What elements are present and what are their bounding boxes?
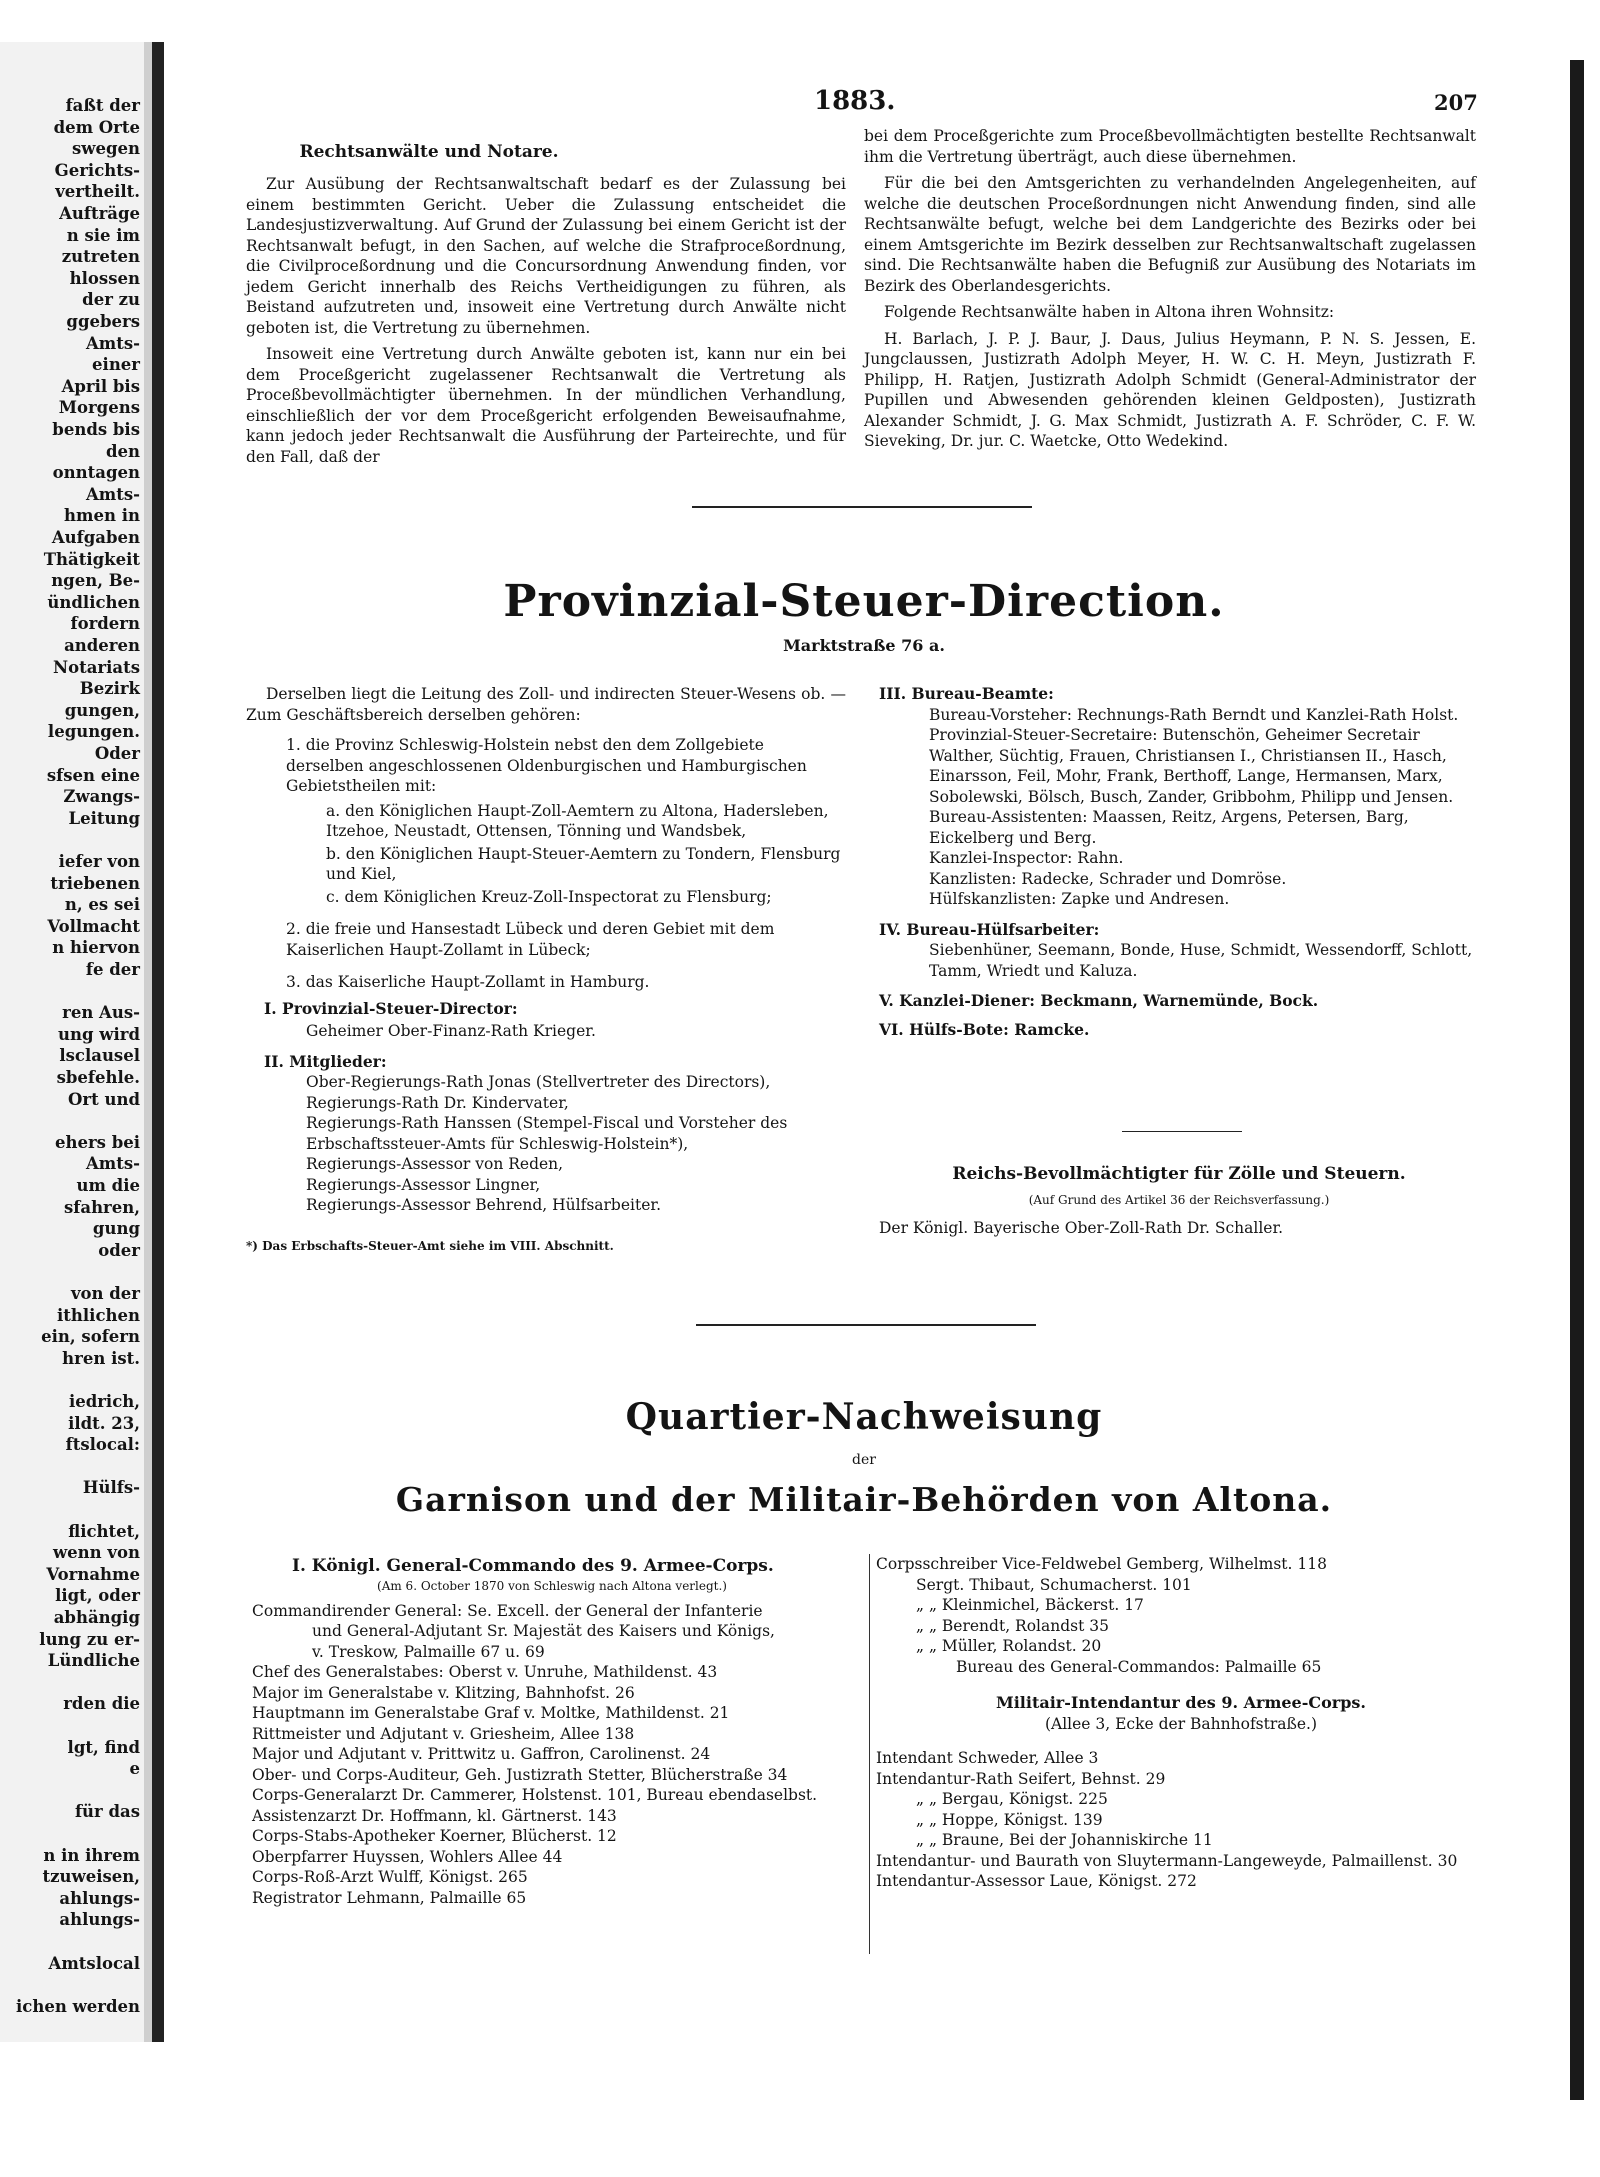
member: Ober-Regierungs-Rath Jonas (Stellvertreter des Directors), [306, 1073, 771, 1091]
member: Regierungs-Rath Dr. Kindervater, [306, 1093, 569, 1112]
director-heading: I. Provinzial-Steuer-Director: [264, 998, 518, 1018]
list-item: a. den Königlichen Haupt-Zoll-Aemtern zu Altona, Hadersleben, Itzehoe, Neustadt, Ottensen, Tönning und Wandsbek, [326, 801, 829, 840]
member: Regierungs-Assessor Lingner, [306, 1175, 541, 1194]
adjacent-text-fragment: flichtet, [68, 1521, 140, 1541]
adjacent-text-fragment: ildt. 23, [68, 1413, 140, 1433]
page-fold-shadow [144, 42, 152, 2042]
adjacent-text-fragment: Notariats [53, 657, 140, 677]
adjacent-text-fragment: der zu [82, 290, 140, 310]
adjacent-text-fragment: Vornahme [46, 1564, 140, 1584]
column-divider [869, 1554, 870, 1954]
reich-note: (Auf Grund des Artikel 36 der Reichsverfassung.) [1028, 1193, 1330, 1207]
paragraph: Zur Ausübung der Rechtsanwaltschaft bedarf es der Zulassung bei einem bestimmten Gericht. Ueber die Zulassung entscheidet die Landesjustizverwaltung. Auf Grund der Zulassung bei einem Gericht ist der Rechtsanwalt befugt, in den Sachen, auf welche die Strafproceßordnung, die Civilproceßordnung und die Concursordnung Anwendung finden, vor jedem Gericht innerhalb des Reichs Vertheidigungen zu führen, als Beistand aufzutreten und, insoweit eine Vertretung durch Anwälte nicht geboten ist, die Vertretung zu übernehmen. [246, 175, 846, 337]
adjacent-page [0, 42, 152, 2042]
adjacent-text-fragment: n, es sei [64, 895, 140, 915]
divider [1122, 1131, 1242, 1132]
entry-line: Rittmeister und Adjutant v. Griesheim, Allee 138 [252, 1724, 635, 1743]
adjacent-text-fragment: ligt, oder [55, 1586, 140, 1606]
adjacent-text-fragment: faßt der [65, 96, 140, 115]
section-title-steuer-direction: Provinzial-Steuer-Direction. [503, 576, 1225, 627]
list-item: b. den Königlichen Haupt-Steuer-Aemtern zu Tondern, Flensburg und Kiel, [326, 844, 841, 883]
adjacent-text-fragment: sbefehle. [56, 1068, 140, 1087]
staff-entry: Kanzlisten: Radecke, Schrader und Domröse. [929, 869, 1287, 888]
adjacent-text-fragment: iedrich, [68, 1392, 140, 1411]
reich-heading: Reichs-Bevollmächtigter für Zölle und Steuern. [952, 1164, 1406, 1184]
entry-line: Intendantur-Assessor Laue, Königst. 272 [876, 1872, 1197, 1890]
adjacent-text-fragment: triebenen [50, 873, 140, 893]
adjacent-text-fragment: n in ihrem [43, 1845, 140, 1865]
entry-line: Corps-Generalarzt Dr. Cammerer, Holstenst. 101, Bureau ebendaselbst. [252, 1786, 818, 1804]
corps-staff-entries [876, 1554, 1486, 1677]
intendantur-note: (Allee 3, Ecke der Bahnhofstraße.) [1044, 1714, 1318, 1733]
adjacent-text-fragment: ündlichen [47, 592, 140, 612]
adjacent-text-fragment: iefer von [58, 852, 140, 871]
entry-line: Registrator Lehmann, Palmaille 65 [252, 1888, 527, 1907]
intendantur-heading: Militair-Intendantur des 9. Armee-Corps. [996, 1693, 1366, 1712]
list-item: 2. die freie und Hansestadt Lübeck und deren Gebiet mit dem Kaiserlichen Haupt-Zollamt in Lübeck; [286, 920, 775, 959]
huelfs-bote: VI. Hülfs-Bote: Ramcke. [879, 1019, 1090, 1039]
adjacent-text-fragment: Lündliche [47, 1651, 140, 1671]
adjacent-text-fragment: ahlungs- [59, 1888, 140, 1908]
adjacent-text-fragment: Vollmacht [47, 916, 140, 936]
adjacent-text-fragment: tzuweisen, [42, 1867, 140, 1887]
entry-line: Assistenzarzt Dr. Hoffmann, kl. Gärtnerst. 143 [252, 1806, 617, 1825]
adjacent-text-fragment: legungen. [47, 722, 140, 742]
quartier-left-column [252, 1556, 852, 1908]
steuer-left-column [246, 684, 846, 1216]
section-heading-rechtsanwaelte: Rechtsanwälte und Notare. [299, 142, 559, 162]
entry-line: Major im Generalstabe v. Klitzing, Bahnhofst. 26 [252, 1683, 635, 1702]
adjacent-text-fragment: anderen [64, 636, 140, 655]
entry-line: Corpsschreiber Vice-Feldwebel Gemberg, Wilhelmst. 118 [876, 1555, 1327, 1573]
adjacent-text-fragment: zutreten [61, 247, 140, 267]
adjacent-text-fragment: ithlichen [57, 1305, 140, 1325]
entry-line: „ „ Braune, Bei der Johanniskirche 11 [916, 1831, 1213, 1849]
entry-line: v. Treskow, Palmaille 67 u. 69 [312, 1642, 545, 1661]
reich-name: Der Königl. Bayerische Ober-Zoll-Rath Dr. Schaller. [879, 1219, 1284, 1237]
adjacent-text-fragment: sfahren, [63, 1197, 140, 1217]
corps-entries [252, 1601, 852, 1909]
hilfsarbeiter-heading: IV. Bureau-Hülfsarbeiter: [879, 919, 1100, 939]
adjacent-text-fragment: ftslocal: [65, 1435, 140, 1455]
adjacent-text-fragment: Ort und [68, 1089, 140, 1109]
adjacent-text-fragment: abhängig [53, 1608, 140, 1627]
adjacent-text-fragment: Gerichts- [54, 160, 140, 180]
entry-line: und General-Adjutant Sr. Majestät des Kaisers und Königs, [312, 1622, 775, 1640]
footnote: *) Das Erbschafts-Steuer-Amt siehe im VIII. Abschnitt. [246, 1239, 614, 1253]
rechtsanwaelte-left-column [246, 174, 846, 467]
entry-line: Intendantur-Rath Seifert, Behnst. 29 [876, 1769, 1166, 1788]
adjacent-text-fragment: Morgens [58, 398, 140, 418]
adjacent-text-fragment: Amtslocal [48, 1953, 140, 1973]
adjacent-text-fragment: Leitung [68, 808, 140, 828]
adjacent-text-fragment: dem Orte [53, 117, 140, 137]
adjacent-text-fragment: Bezirk [79, 679, 140, 699]
member: Regierungs-Rath Hanssen (Stempel-Fiscal und Vorsteher des Erbschaftssteuer-Amts für Schleswig-Holstein*), [306, 1114, 788, 1153]
entry-line: „ „ Hoppe, Königst. 139 [916, 1810, 1103, 1829]
entry-line: „ „ Müller, Rolandst. 20 [916, 1637, 1102, 1655]
adjacent-text-fragment: Amts- [85, 1154, 140, 1174]
adjacent-text-fragment: Amts- [85, 484, 140, 504]
adjacent-text-fragment: ren Aus- [62, 1003, 140, 1023]
adjacent-text-fragment: Oder [94, 744, 140, 763]
adjacent-text-fragment: ichen werden [16, 1996, 140, 2016]
adjacent-text-fragment: Aufgaben [51, 528, 140, 547]
bureau-heading: III. Bureau-Beamte: [879, 684, 1054, 703]
adjacent-text-fragment: ein, sofern [41, 1327, 140, 1347]
adjacent-text-fragment: ngen, Be- [51, 571, 140, 591]
page-edge [1570, 60, 1584, 2100]
intro-paragraph: Derselben liegt die Leitung des Zoll- und indirecten Steuer-Wesens ob. — Zum Geschäftsbereich derselben gehören: [246, 685, 846, 724]
adjacent-text-fragment: lsclausel [59, 1046, 140, 1066]
adjacent-text-fragment: ahlungs- [59, 1910, 140, 1930]
staff-entry: Provinzial-Steuer-Secretaire: Butenschön, Geheimer Secretair Walther, Süchtig, Frauen, Christiansen I., Christiansen II., Hasch, Einarsson, Feil, Mohr, Frank, Berthoff, Lange, Hermansen, Marx, Sobolewski, Bölsch, Busch, Zander, Gribbohm, Philipp und Jensen. [929, 726, 1454, 806]
members-heading: II. Mitglieder: [264, 1051, 387, 1071]
adjacent-text-fragment: hren ist. [62, 1348, 140, 1368]
adjacent-text-fragment: lung zu er- [39, 1629, 140, 1649]
adjacent-text-fragment: wenn von [52, 1543, 140, 1563]
entry-line: „ „ Kleinmichel, Bäckerst. 17 [916, 1596, 1144, 1614]
paragraph: bei dem Proceßgerichte zum Proceßbevollmächtigten bestellte Rechtsanwalt ihm die Vertretung überträgt, auch diese übernehmen. [864, 127, 1476, 166]
corps-note: (Am 6. October 1870 von Schleswig nach Altona verlegt.) [377, 1578, 727, 1593]
member: Regierungs-Assessor Behrend, Hülfsarbeiter. [306, 1196, 662, 1214]
steuer-right-column [879, 684, 1479, 1040]
entry-line: Hauptmann im Generalstabe Graf v. Moltke, Mathildenst. 21 [252, 1704, 730, 1722]
divider [696, 1324, 1036, 1326]
staff-entry: Bureau-Assistenten: Maassen, Reitz, Argens, Petersen, Barg, Eickelberg und Berg. [929, 808, 1409, 847]
members-list [306, 1072, 846, 1216]
corps-heading: I. Königl. General-Commando des 9. Armee-Corps. [292, 1556, 774, 1576]
list-item: 1. die Provinz Schleswig-Holstein nebst den dem Zollgebiete derselben angeschlossenen Oldenburgischen und Hamburgischen Gebietstheilen mit: [286, 736, 807, 795]
adjacent-text-fragment: fordern [70, 614, 140, 634]
quartier-right-column [876, 1554, 1486, 1892]
book-gutter [152, 42, 164, 2042]
adjacent-text-fragment: Hülfs- [82, 1478, 140, 1498]
connector-word: der [852, 1452, 876, 1468]
adjacent-text-fragment: gungen, [64, 700, 140, 720]
section-title-quartier: Quartier-Nachweisung [625, 1396, 1103, 1438]
document-page [164, 56, 1570, 2106]
adjacent-text-fragment: n hiervon [52, 938, 140, 958]
entry-line: Intendant Schweder, Allee 3 [876, 1749, 1099, 1767]
director-name: Geheimer Ober-Finanz-Rath Krieger. [306, 1022, 596, 1040]
adjacent-text-fragment: Zwangs- [63, 787, 140, 807]
entry-line: Ober- und Corps-Auditeur, Geh. Justizrath Stetter, Blücherstraße 34 [252, 1765, 788, 1784]
adjacent-text-fragment: oder [98, 1240, 140, 1260]
lawyer-list: H. Barlach, J. P. J. Baur, J. Daus, Julius Heymann, P. N. S. Jessen, E. Jungclaussen, Justizrath Adolph Meyer, H. W. C. H. Meyn, Justizrath F. Philipp, H. Ratjen, Justizrath Adolph Schmidt (General-Administrator der Pupillen und Abwesenden gehörenden kleinen Geldposten), Justizrath Alexander Schmidt, J. G. Max Schmidt, Justizrath A. F. Schröder, C. F. W. Sieveking, Dr. jur. C. Waetcke, Otto Wedekind. [864, 329, 1476, 450]
paragraph: Folgende Rechtsanwälte haben in Altona ihren Wohnsitz: [884, 303, 1335, 321]
staff-entry: Bureau-Vorsteher: Rechnungs-Rath Berndt und Kanzlei-Rath Holst. [929, 705, 1459, 724]
entry-line: Major und Adjutant v. Prittwitz u. Gaffron, Carolinenst. 24 [252, 1745, 711, 1763]
entry-line: Intendantur- und Baurath von Sluytermann-Langeweyde, Palmaillenst. 30 [876, 1851, 1458, 1870]
rechtsanwaelte-right-column [864, 126, 1476, 452]
adjacent-text-fragment: den [105, 441, 140, 461]
paragraph: Insoweit eine Vertretung durch Anwälte geboten ist, kann nur ein bei dem Proceßgericht zugelassener Rechtsanwalt die Vertretung als Proceßbevollmächtigter übernehmen. In der mündlichen Verhandlung, einschließlich der vor dem Proceßgericht erfolgenden Beweisaufnahme, kann jedoch jeder Rechtsanwalt die Ausführung der Parteirechte, und für den Fall, daß der [246, 345, 846, 466]
staff-entry: Kanzlei-Inspector: Rahn. [929, 849, 1124, 867]
section-subtitle: Garnison und der Militair-Behörden von Altona. [395, 1480, 1333, 1519]
adjacent-text-fragment: von der [70, 1284, 140, 1303]
entry-line: Corps-Stabs-Apotheker Koerner, Blücherst. 12 [252, 1827, 617, 1845]
entry-line: Corps-Roß-Arzt Wulff, Königst. 265 [252, 1868, 528, 1886]
adjacent-text-fragment: für das [74, 1802, 140, 1822]
adjacent-text-fragment: ggebers [66, 312, 140, 331]
entry-line: Sergt. Thibaut, Schumacherst. 101 [916, 1575, 1192, 1594]
adjacent-text-fragment: rden die [63, 1694, 140, 1714]
adjacent-text-fragment: lgt, find [67, 1737, 140, 1757]
kanzlei-diener: V. Kanzlei-Diener: Beckmann, Warnemünde, Bock. [879, 991, 1319, 1010]
adjacent-text-fragment: vertheilt. [55, 182, 140, 202]
adjacent-text-fragment: Aufträge [59, 204, 140, 223]
adjacent-text-fragment: fe der [85, 960, 140, 979]
member: Regierungs-Assessor von Reden, [306, 1155, 564, 1173]
entry-line: „ „ Bergau, Königst. 225 [916, 1790, 1108, 1808]
staff-entry: Siebenhüner, Seemann, Bonde, Huse, Schmidt, Wessendorff, Schlott, Tamm, Wriedt und Kaluza. [929, 941, 1473, 980]
adjacent-text-fragment: e [129, 1759, 140, 1779]
entry-line: Chef des Generalstabes: Oberst v. Unruhe, Mathildenst. 43 [252, 1663, 718, 1681]
staff-entry: Hülfskanzlisten: Zapke und Andresen. [929, 890, 1230, 908]
adjacent-text-fragment: bends bis [52, 420, 140, 439]
list-item: c. dem Königlichen Kreuz-Zoll-Inspectorat zu Flensburg; [326, 887, 772, 906]
year-header: 1883. [814, 86, 896, 116]
adjacent-text-fragment: onntagen [52, 463, 140, 483]
entry-line: „ „ Berendt, Rolandst 35 [916, 1616, 1109, 1635]
adjacent-text-fragment: hlossen [69, 268, 140, 288]
adjacent-text-fragment: einer [92, 355, 140, 375]
page-number: 207 [1434, 90, 1478, 115]
adjacent-text-fragment: gung [92, 1219, 140, 1239]
paragraph: Für die bei den Amtsgerichten zu verhandelnden Angelegenheiten, auf welche die deutschen Proceßordnungen nicht Anwendung finden, sind alle Rechtsanwälte befugt, welche bei dem Landgerichte des Bezirks oder bei einem Amtsgerichte im Bezirk desselben zur Rechtsanwaltschaft zugelassen sind. Die Rechtsanwälte haben die Befugniß zur Ausübung des Notariats im Bezirk des Oberlandesgerichts. [864, 174, 1476, 295]
intendantur-entries [876, 1748, 1486, 1892]
adjacent-text-fragment: ehers bei [54, 1132, 140, 1152]
adjacent-text-fragment: ung wird [58, 1024, 140, 1044]
adjacent-text-fragment: swegen [71, 139, 140, 159]
adjacent-text-fragment: hmen in [64, 506, 140, 526]
adjacent-text-fragment: April bis [61, 376, 140, 396]
list-item: 3. das Kaiserliche Haupt-Zollamt in Hamburg. [286, 973, 650, 991]
adjacent-text-fragment: Thätigkeit [43, 549, 140, 569]
adjacent-text-fragment: um die [76, 1176, 140, 1195]
adjacent-text-fragment: Amts- [85, 333, 140, 353]
entry-line: Commandirender General: Se. Excell. der General der Infanterie [252, 1601, 763, 1620]
divider [692, 506, 1032, 508]
entry-line: Oberpfarrer Huyssen, Wohlers Allee 44 [252, 1847, 563, 1866]
address: Marktstraße 76 a. [783, 636, 945, 655]
adjacent-text-fragment: n sie im [66, 225, 140, 245]
entry-line: Bureau des General-Commandos: Palmaille 65 [956, 1657, 1322, 1676]
adjacent-text-fragment: sfsen eine [46, 765, 140, 785]
